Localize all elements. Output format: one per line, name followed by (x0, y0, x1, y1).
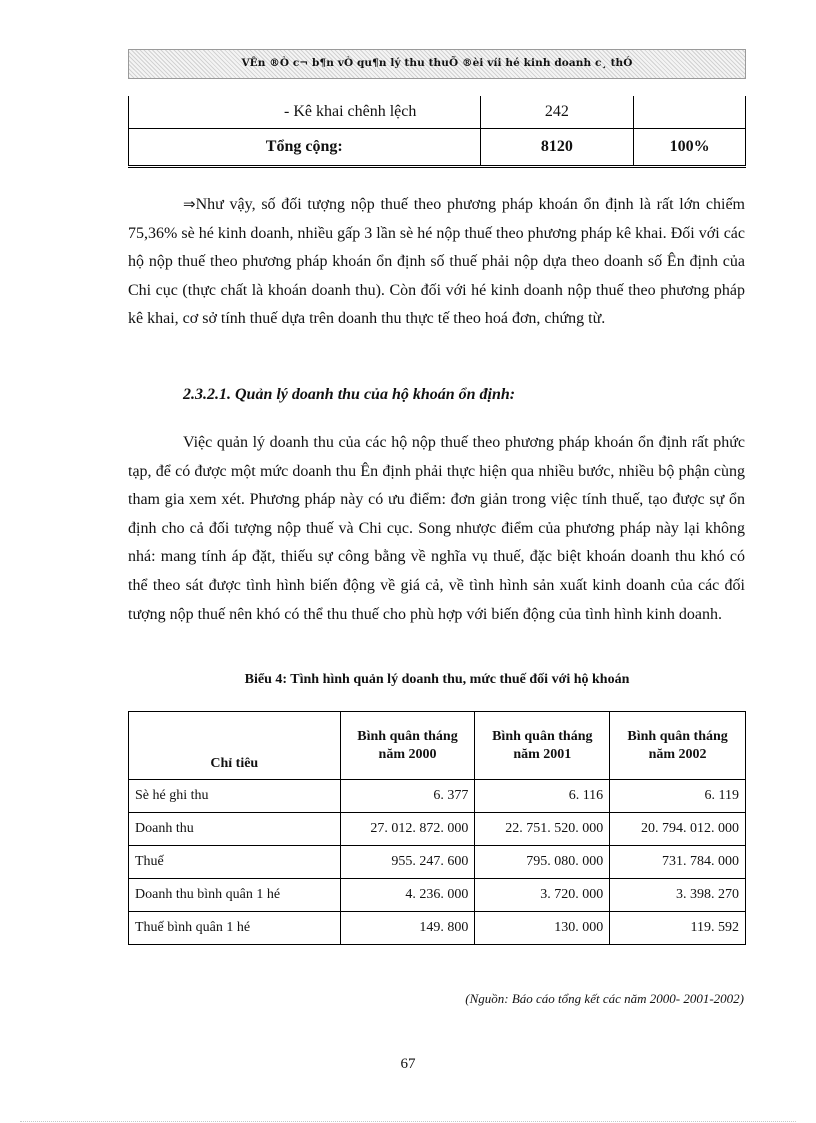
row-label: Thuế (129, 846, 341, 879)
table-row (129, 879, 746, 912)
cell-2001: 130. 000 (475, 912, 610, 945)
row-percent (634, 96, 746, 129)
cell-2002: 6. 119 (610, 780, 746, 813)
column-header: Chỉ tiêu (129, 712, 341, 780)
column-header: Bình quân tháng năm 2000 (340, 712, 475, 780)
paragraph-conclusion (128, 190, 745, 334)
cell-2002: 3. 398. 270 (610, 879, 746, 912)
cell-2000: 149. 800 (340, 912, 475, 945)
row-label: Thuế bình quân 1 hé (129, 912, 341, 945)
implies-arrow-icon: ⇒ (183, 195, 196, 213)
row-label: Doanh thu (129, 813, 341, 846)
cell-2002: 119. 592 (610, 912, 746, 945)
cell-2000: 6. 377 (340, 780, 475, 813)
cell-2002: 20. 794. 012. 000 (610, 813, 746, 846)
table-header-row (129, 712, 746, 780)
cell-2001: 6. 116 (475, 780, 610, 813)
running-header (128, 49, 746, 79)
cell-2000: 955. 247. 600 (340, 846, 475, 879)
section-heading: 2.3.2.1. Quản lý doanh thu của hộ khoán ổn định: (183, 386, 516, 403)
page-number: 67 (400, 1056, 416, 1072)
row-label: Sè hé ghi thu (129, 780, 341, 813)
total-label: Tổng cộng: (129, 129, 481, 167)
cell-2000: 27. 012. 872. 000 (340, 813, 475, 846)
table-row (129, 912, 746, 945)
table-row (129, 780, 746, 813)
revenue-tax-table (128, 711, 746, 945)
cell-2002: 731. 784. 000 (610, 846, 746, 879)
paragraph-revenue-management: Việc quản lý doanh thu của các hộ nộp thuế theo phương pháp khoán ổn định rất phức tạp, để có được một mức doanh thu Ên định phải thực hiện qua nhiều bước, nhiều bộ phận cùng tham gia xem xét. Phương pháp này có ưu điểm: đơn giản trong việc tính thuế, tạo được sự ổn định cho cả đối tượng nộp thuế và Chi cục. Song nhược điểm của phương pháp này lại không nhá: mang tính áp đặt, thiếu sự công bằng về nghĩa vụ thuế, đặc biệt khoán doanh thu khó có thể theo sát được tình hình biến động về giá cả, về tình hình sản xuất kinh doanh của các đối tượng nộp thuế nên khó có thể thu thuế cho phù hợp với biến động của tình hình kinh doanh. (128, 434, 745, 623)
page-bottom-divider (20, 1121, 796, 1122)
cell-2000: 4. 236. 000 (340, 879, 475, 912)
table-row (129, 96, 746, 129)
column-header: Bình quân tháng năm 2002 (610, 712, 746, 780)
summary-table (128, 96, 746, 168)
row-label: Doanh thu bình quân 1 hé (129, 879, 341, 912)
total-percent: 100% (634, 129, 746, 167)
table-row (129, 846, 746, 879)
cell-2001: 795. 080. 000 (475, 846, 610, 879)
source-note: (Nguồn: Báo cáo tổng kết các năm 2000- 2001-2002) (465, 991, 744, 1006)
table-total-row (129, 129, 746, 167)
table-row (129, 813, 746, 846)
table-caption: Biểu 4: Tình hình quản lý doanh thu, mức thuế đối với hộ khoán (244, 672, 630, 687)
header-title: VÊn ®Ò c¬ b¶n vÒ qu¶n lý thu thuÕ ®èi víi hé kinh doanh c¸ thÓ (241, 57, 633, 69)
row-label: - Kê khai chênh lệch (129, 96, 481, 129)
column-header: Bình quân tháng năm 2001 (475, 712, 610, 780)
paragraph-text: Như vậy, số đối tượng nộp thuế theo phương pháp khoán ổn định là rất lớn chiếm 75,36% sè hé kinh doanh, nhiều gấp 3 lần sè hé nộp thuế theo phương pháp kê khai. Đối với các hộ nộp thuế theo phương pháp khoán ổn định số thuế phải nộp dựa theo doanh số Ên định của Chi cục (thực chất là khoán doanh thu). Còn đối với hé kinh doanh nộp thuế theo phương pháp kê khai, cơ sở tính thuế dựa trên doanh thu thực tế theo hoá đơn, chứng từ. (128, 196, 745, 328)
cell-2001: 22. 751. 520. 000 (475, 813, 610, 846)
row-value: 242 (480, 96, 634, 129)
cell-2001: 3. 720. 000 (475, 879, 610, 912)
total-value: 8120 (480, 129, 634, 167)
